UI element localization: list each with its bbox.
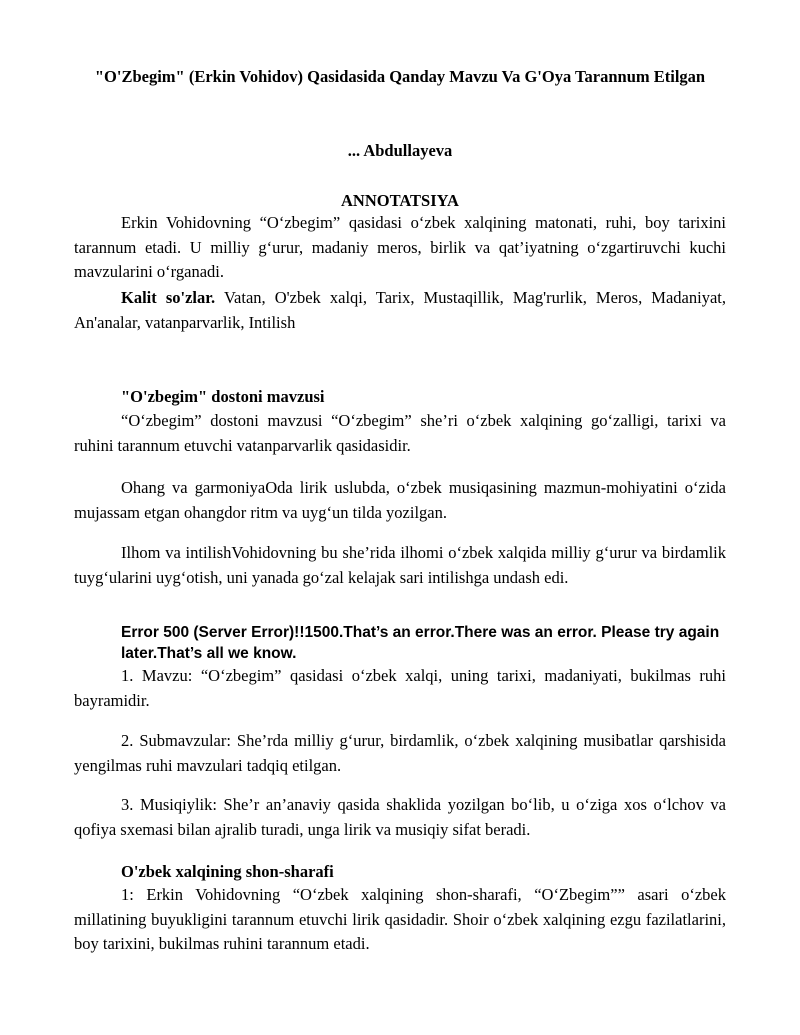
section3-paragraph-1: 1: Erkin Vohidovning “O‘zbek xalqining shon-sharafi, “O‘Zbegim”” asari o‘zbek millatining buyukligini tarannum etuvchi lirik qasidadir. Shoir o‘zbek xalqining ezgu fazilatlarini, boy tarixini, bukilmas ruhini tarannum etadi. — [74, 885, 726, 953]
keywords-paragraph — [74, 286, 726, 335]
error-section-paragraph-2: 2. Submavzular: She’rda milliy g‘urur, birdamlik, o‘zbek xalqining musibatlar qarshisida yengilmas ruhi mavzulari tadqiq etilgan. — [74, 731, 726, 775]
keywords-text: Vatan, O'zbek xalqi, Tarix, Mustaqillik, Mag'rurlik, Meros, Madaniyat, An'analar, vatanparvarlik, Intilish — [74, 288, 726, 332]
keywords-label: Kalit so'zlar. — [121, 288, 216, 307]
annotation-paragraph: Erkin Vohidovning “O‘zbegim” qasidasi o‘zbek xalqining matonati, ruhi, boy tarixini tarannum etadi. U milliy g‘urur, madaniy meros, birlik va qat’iyatning o‘zgartiruvchi kuchi mavzularini o‘rganadi. — [74, 213, 726, 281]
section1-paragraph-3: Ilhom va intilishVohidovning bu she’rida ilhomi o‘zbek xalqida milliy g‘urur va birdamlik tuyg‘ularini uyg‘otish, uni yanada go‘zal kelajak sari intilishga undash edi. — [74, 543, 726, 587]
author-name: ... Abdullayeva — [347, 141, 453, 160]
error-heading: Error 500 (Server Error)!!1500.That’s an error.There was an error. Please try again later.That’s all we know. — [121, 624, 720, 662]
section-heading-shon-sharafi: O'zbek xalqining shon-sharafi — [121, 862, 334, 881]
error-section-paragraph-1: 1. Mavzu: “O‘zbegim” qasidasi o‘zbek xalqi, uning tarixi, madaniyati, bukilmas ruhi bayramidir. — [74, 666, 726, 710]
section1-paragraph-2: Ohang va garmoniyaOda lirik uslubda, o‘zbek musiqasining mazmun-mohiyatini o‘zida mujassam etgan ohangdor ritm va uyg‘un tilda yozilgan. — [74, 478, 726, 522]
annotation-heading: ANNOTATSIYA — [341, 191, 459, 210]
document-title: "O'Zbegim" (Erkin Vohidov) Qasidasida Qanday Mavzu Va G'Oya Tarannum Etilgan — [94, 67, 706, 86]
section1-paragraph-1: “O‘zbegim” dostoni mavzusi “O‘zbegim” she’ri o‘zbek xalqining go‘zalligi, tarixi va ruhini tarannum etuvchi vatanparvarlik qasidasidir. — [74, 411, 726, 455]
section-heading-dostoni-mavzusi: "O'zbegim" dostoni mavzusi — [121, 387, 325, 406]
error-section-paragraph-3: 3. Musiqiylik: She’r an’anaviy qasida shaklida yozilgan bo‘lib, u o‘ziga xos o‘lchov va qofiya sxemasi bilan ajralib turadi, unga lirik va musiqiy sifat beradi. — [74, 795, 726, 839]
